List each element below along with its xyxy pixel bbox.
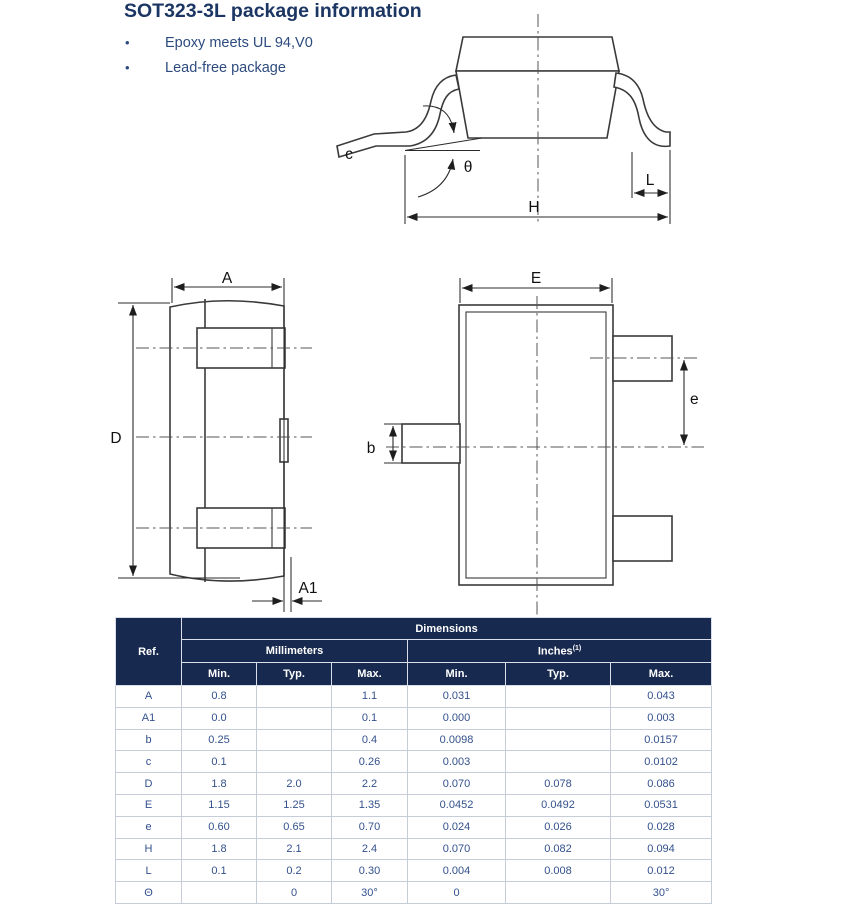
- value-cell: 0: [408, 882, 506, 904]
- theta-arrow-up: [418, 159, 453, 197]
- inches-label: Inches: [537, 645, 573, 658]
- in-min-header: Min.: [408, 663, 506, 686]
- value-cell: [506, 707, 611, 729]
- dimension-label-b: b: [366, 440, 376, 457]
- page-title: SOT323-3L package information: [124, 0, 422, 22]
- value-cell: 1.25: [257, 794, 332, 816]
- dimension-label-d: D: [110, 430, 122, 447]
- dimension-label-e-pitch: e: [690, 391, 699, 408]
- ref-cell: A: [116, 686, 182, 708]
- value-cell: 0.1: [182, 860, 257, 882]
- value-cell: [506, 729, 611, 751]
- table-row: [116, 838, 712, 860]
- value-cell: 0: [257, 882, 332, 904]
- value-cell: [257, 751, 332, 773]
- value-cell: 0.078: [506, 773, 611, 795]
- value-cell: 0.0452: [408, 794, 506, 816]
- value-cell: 0.070: [408, 773, 506, 795]
- value-cell: 2.2: [332, 773, 408, 795]
- dimension-label-c: c: [345, 146, 353, 163]
- value-cell: [257, 729, 332, 751]
- value-cell: 0.031: [408, 686, 506, 708]
- ref-cell: c: [116, 751, 182, 773]
- value-cell: 0.26: [332, 751, 408, 773]
- table-row: [116, 882, 712, 904]
- dimension-label-a1: A1: [298, 580, 318, 597]
- value-cell: 0.0157: [611, 729, 712, 751]
- package-body-outline: [456, 71, 619, 138]
- value-cell: [506, 882, 611, 904]
- value-cell: 0.60: [182, 816, 257, 838]
- ref-cell: H: [116, 838, 182, 860]
- value-cell: 2.1: [257, 838, 332, 860]
- table-row: [116, 729, 712, 751]
- in-max-header: Max.: [611, 663, 712, 686]
- value-cell: 0.026: [506, 816, 611, 838]
- value-cell: [257, 686, 332, 708]
- value-cell: 0.004: [408, 860, 506, 882]
- ref-cell: b: [116, 729, 182, 751]
- body-inner-rect: [466, 312, 606, 578]
- inches-group-header: [408, 640, 712, 663]
- ref-cell: Θ: [116, 882, 182, 904]
- dimension-label-theta: θ: [463, 159, 473, 176]
- value-cell: 0.000: [408, 707, 506, 729]
- table-body: [116, 686, 712, 904]
- value-cell: 0.043: [611, 686, 712, 708]
- table-row: [116, 773, 712, 795]
- mm-min-header: Min.: [182, 663, 257, 686]
- value-cell: 0.25: [182, 729, 257, 751]
- value-cell: 0.012: [611, 860, 712, 882]
- ref-cell: D: [116, 773, 182, 795]
- dimensions-header: Dimensions: [182, 618, 712, 640]
- dimension-label-e-body: E: [530, 270, 542, 287]
- value-cell: 0.2: [257, 860, 332, 882]
- table-row: [116, 686, 712, 708]
- value-cell: 0.8: [182, 686, 257, 708]
- dimensions-table: [115, 617, 711, 899]
- bottom-right-lead: [613, 516, 672, 561]
- value-cell: [182, 882, 257, 904]
- dimension-label-a: A: [221, 270, 233, 287]
- value-cell: 1.15: [182, 794, 257, 816]
- value-cell: 0.4: [332, 729, 408, 751]
- value-cell: 1.1: [332, 686, 408, 708]
- millimeters-group-header: Millimeters: [182, 640, 408, 663]
- value-cell: 0.65: [257, 816, 332, 838]
- table-row: [116, 707, 712, 729]
- ref-cell: L: [116, 860, 182, 882]
- value-cell: 0.1: [332, 707, 408, 729]
- value-cell: 0.070: [408, 838, 506, 860]
- table-row: [116, 816, 712, 838]
- ref-cell: E: [116, 794, 182, 816]
- value-cell: 0.008: [506, 860, 611, 882]
- ref-cell: A1: [116, 707, 182, 729]
- value-cell: 0.028: [611, 816, 712, 838]
- dimension-label-h: H: [528, 199, 540, 216]
- side-view-drawing: [337, 14, 670, 224]
- in-typ-header: Typ.: [506, 663, 611, 686]
- value-cell: 2.0: [257, 773, 332, 795]
- feature-text: Epoxy meets UL 94,V0: [165, 35, 313, 51]
- value-cell: 0.003: [408, 751, 506, 773]
- dimension-label-l: L: [645, 172, 655, 189]
- value-cell: 0.0492: [506, 794, 611, 816]
- value-cell: 1.35: [332, 794, 408, 816]
- right-lead-outline: [614, 73, 670, 146]
- value-cell: 0.70: [332, 816, 408, 838]
- left-lead: [402, 424, 460, 463]
- value-cell: 0.0102: [611, 751, 712, 773]
- value-cell: 0.024: [408, 816, 506, 838]
- value-cell: 0.003: [611, 707, 712, 729]
- table-row: [116, 860, 712, 882]
- value-cell: [506, 686, 611, 708]
- table-row: [116, 794, 712, 816]
- value-cell: 0.082: [506, 838, 611, 860]
- value-cell: 1.8: [182, 838, 257, 860]
- mm-typ-header: Typ.: [257, 663, 332, 686]
- feature-text: Lead-free package: [165, 60, 286, 76]
- ref-cell: e: [116, 816, 182, 838]
- value-cell: [506, 751, 611, 773]
- value-cell: 0.0531: [611, 794, 712, 816]
- value-cell: 2.4: [332, 838, 408, 860]
- front-view-drawing: [110, 270, 322, 612]
- value-cell: [257, 707, 332, 729]
- value-cell: 1.8: [182, 773, 257, 795]
- value-cell: 0.0098: [408, 729, 506, 751]
- value-cell: 0.094: [611, 838, 712, 860]
- ref-column-header: Ref.: [116, 618, 182, 686]
- inches-footnote-marker: (1): [572, 644, 582, 652]
- value-cell: 0.1: [182, 751, 257, 773]
- value-cell: 0.30: [332, 860, 408, 882]
- value-cell: 0.086: [611, 773, 712, 795]
- mm-max-header: Max.: [332, 663, 408, 686]
- value-cell: 30°: [611, 882, 712, 904]
- table-row: [116, 751, 712, 773]
- value-cell: 30°: [332, 882, 408, 904]
- value-cell: 0.0: [182, 707, 257, 729]
- top-view-drawing: [367, 270, 704, 618]
